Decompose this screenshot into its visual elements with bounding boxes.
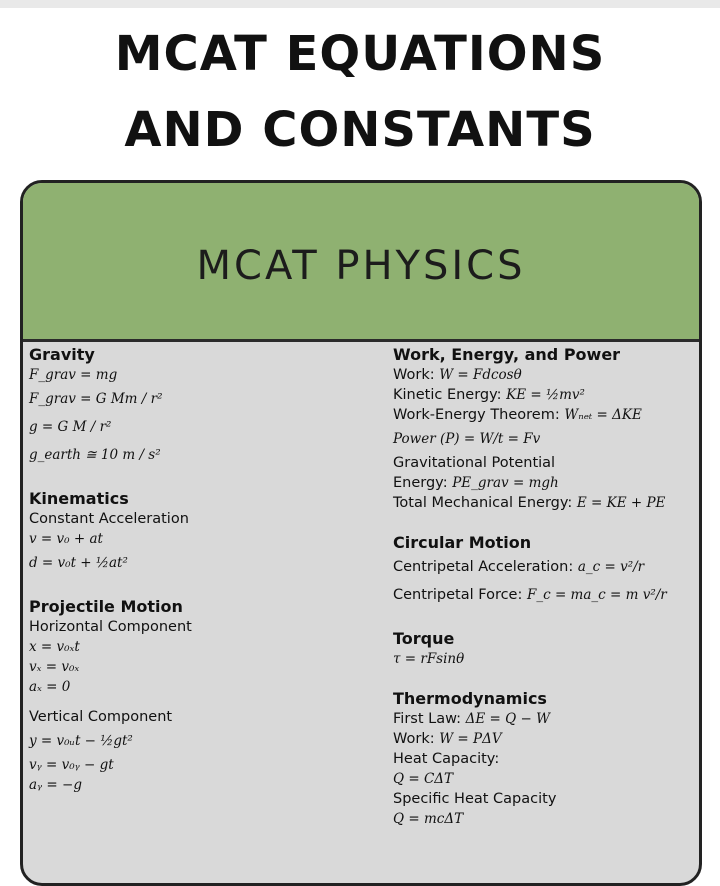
page-title-line-1: MCAT EQUATIONS [114, 26, 606, 82]
power-eq: Power (P) = W/t = Fv [393, 431, 541, 447]
centripetal-force-line [393, 581, 698, 609]
kinematics-heading: Kinematics [29, 489, 129, 508]
kinematics-eq-2: d = v₀t + ½at² [29, 555, 128, 571]
projectile-section [29, 597, 379, 795]
heat-capacity-eq: Q = CΔT [393, 771, 454, 787]
kinetic-energy-label: Kinetic Energy: [393, 387, 502, 403]
kinematics-eq-1: v = v₀ + at [29, 531, 103, 547]
work-energy-theorem-line [393, 405, 698, 425]
grav-potential-label: Gravitational Potential [393, 455, 556, 471]
gravity-eq-1: F_grav = mg [29, 367, 118, 383]
circular-motion-heading: Circular Motion [393, 533, 532, 552]
kinematics-subheading: Constant Acceleration [29, 511, 189, 527]
page-title-line-2: AND CONSTANTS [124, 102, 596, 158]
gravity-eq-4: g_earth ≅ 10 m / s² [29, 447, 161, 463]
total-mech-energy-label: Total Mechanical Energy: [393, 495, 573, 511]
torque-section [393, 629, 698, 669]
work-energy-theorem-eq: Wₙₑₜ = ΔKE [564, 407, 642, 423]
total-mech-energy-eq: E = KE + PE [576, 495, 666, 511]
card-title: MCAT PHYSICS [196, 243, 526, 289]
specific-heat-label: Specific Heat Capacity [393, 791, 557, 807]
kinetic-energy-line [393, 385, 698, 405]
grav-potential-energy-label: Energy: [393, 475, 448, 491]
projectile-eq-2: vₓ = v₀ₓ [29, 659, 80, 675]
top-strip [0, 0, 720, 8]
vertical-subheading: Vertical Component [29, 709, 173, 725]
work-eq: W = Fdcosθ [439, 367, 522, 383]
centripetal-accel-label: Centripetal Acceleration: [393, 559, 574, 575]
projectile-heading: Projectile Motion [29, 597, 183, 616]
projectile-eq-4: y = v₀ᵤt − ½gt² [29, 733, 133, 749]
first-law-eq: ΔE = Q − W [465, 711, 550, 727]
centripetal-accel-line [393, 553, 698, 581]
first-law-label: First Law: [393, 711, 462, 727]
physics-card [20, 180, 702, 886]
work-energy-heading: Work, Energy, and Power [393, 345, 621, 364]
heat-capacity-label: Heat Capacity: [393, 751, 500, 767]
projectile-eq-6: aᵧ = −g [29, 777, 82, 793]
thermo-work-line [393, 729, 698, 749]
right-column [393, 345, 698, 849]
projectile-eq-1: x = v₀ₓt [29, 639, 80, 655]
torque-eq: τ = rFsinθ [393, 651, 465, 667]
thermodynamics-heading: Thermodynamics [393, 689, 547, 708]
specific-heat-eq: Q = mcΔT [393, 811, 464, 827]
projectile-eq-3: aₓ = 0 [29, 679, 71, 695]
kinetic-energy-eq: KE = ½mv² [506, 387, 585, 403]
grav-potential-eq: PE_grav = mgh [452, 475, 559, 491]
thermo-work-eq: W = PΔV [439, 731, 502, 747]
total-mech-energy-line [393, 493, 698, 513]
projectile-eq-5: vᵧ = v₀ᵧ − gt [29, 757, 114, 773]
work-line [393, 365, 698, 385]
gravity-eq-2: F_grav = G Mm / r² [29, 391, 163, 407]
work-label: Work: [393, 367, 435, 383]
card-header [23, 183, 699, 342]
gravity-section [29, 345, 379, 469]
gravity-heading: Gravity [29, 345, 95, 364]
kinematics-section [29, 489, 379, 577]
first-law-line [393, 709, 698, 729]
centripetal-accel-eq: a_c = v²/r [577, 559, 645, 575]
circular-motion-section [393, 533, 698, 609]
work-energy-section [393, 345, 698, 513]
centripetal-force-label: Centripetal Force: [393, 587, 523, 603]
work-energy-theorem-label: Work-Energy Theorem: [393, 407, 560, 423]
horizontal-subheading: Horizontal Component [29, 619, 192, 635]
thermo-work-label: Work: [393, 731, 435, 747]
thermodynamics-section [393, 689, 698, 829]
left-column [29, 345, 379, 815]
torque-heading: Torque [393, 629, 455, 648]
gravity-eq-3: g = G M / r² [29, 419, 112, 435]
grav-potential-line [393, 473, 698, 493]
centripetal-force-eq: F_c = ma_c = m v²/r [526, 587, 667, 603]
